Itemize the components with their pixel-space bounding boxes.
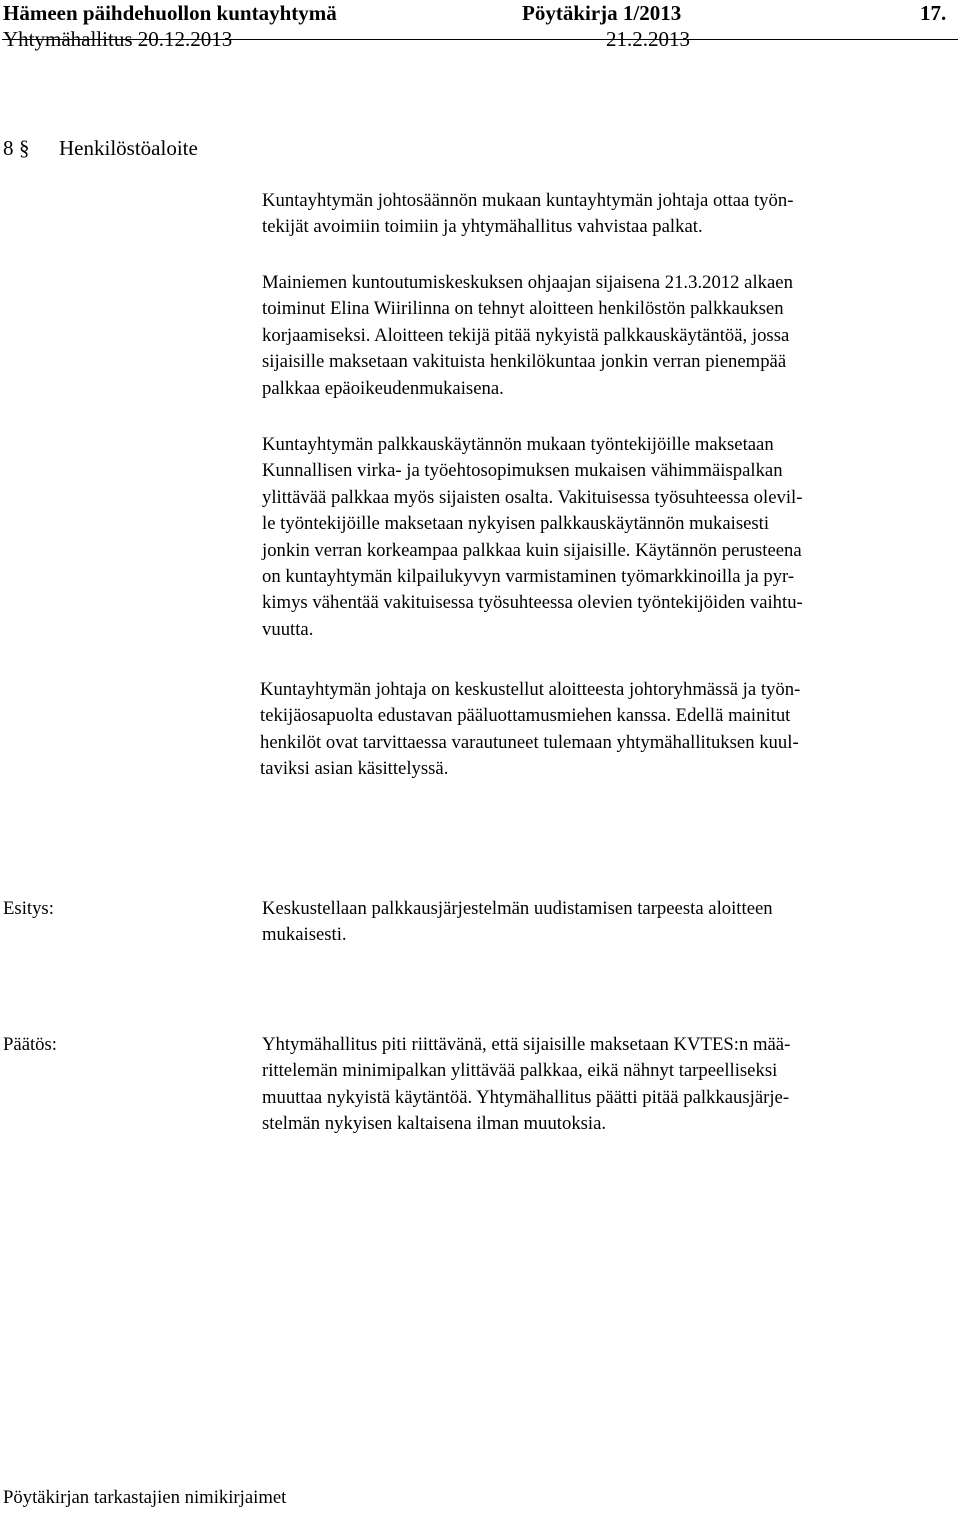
text-line: taviksi asian käsittelyssä. — [260, 758, 449, 780]
decision-label: Päätös: — [3, 1034, 57, 1055]
text-line: on kuntayhtymän kilpailukyvyn varmistaminen työmarkkinoilla ja pyr- — [262, 566, 795, 588]
section-heading — [3, 134, 198, 162]
minutes-number: Pöytäkirja 1/2013 — [522, 1, 682, 25]
text-line: rittelemän minimipalkan ylittävää palkkaa, eikä nähnyt tarpeelliseksi — [262, 1060, 778, 1082]
paragraph-1 — [262, 188, 942, 241]
text-line: vuutta. — [262, 618, 314, 640]
second-date: 21.2.2013 — [606, 27, 690, 51]
signature-footer: Pöytäkirjan tarkastajien nimikirjaimet — [3, 1487, 287, 1508]
page-number: 17. — [920, 1, 947, 25]
paragraph-4 — [260, 677, 940, 783]
meeting-date: Yhtymähallitus 20.12.2013 — [3, 27, 233, 51]
text-line: korjaamiseksi. Aloitteen tekijä pitää nykyistä palkkauskäytäntöä, jossa — [262, 324, 790, 346]
text-line: Kunnallisen virka- ja työehtosopimuksen mukaisen vähimmäispalkan — [262, 460, 783, 482]
text-line: mukaisesti. — [262, 924, 347, 946]
text-line: toiminut Elina Wiirilinna on tehnyt aloitteen henkilöstön palkkauksen — [262, 298, 784, 320]
text-line: sijaisille maksetaan vakituista henkilökuntaa jonkin verran pienempää — [262, 351, 787, 373]
text-line: Keskustellaan palkkausjärjestelmän uudistamisen tarpeesta aloitteen — [262, 898, 773, 919]
paragraph-2 — [262, 270, 942, 402]
paragraph-3 — [262, 432, 942, 643]
text-line: kimys vähentää vakituisessa työsuhteessa olevien työntekijöiden vaihtu- — [262, 592, 803, 614]
header-rule — [2, 39, 958, 40]
text-line: Kuntayhtymän johtosäännön mukaan kuntayhtymän johtaja ottaa työn- — [262, 190, 794, 211]
text-line: Kuntayhtymän johtaja on keskustellut aloitteesta johtoryhmässä ja työn- — [260, 679, 801, 700]
text-line: tekijät avoimiin toimiin ja yhtymähallitus vahvistaa palkat. — [262, 216, 703, 238]
section-title: Henkilöstöaloite — [59, 136, 198, 160]
text-line: Yhtymähallitus piti riittävänä, että sijaisille maksetaan KVTES:n mää- — [262, 1034, 791, 1055]
decision-text — [262, 1032, 942, 1138]
text-line: tekijäosapuolta edustavan pääluottamusmiehen kanssa. Edellä mainitut — [260, 705, 791, 727]
text-line: ylittävää palkkaa myös sijaisten osalta. Vakituisessa työsuhteessa olevil- — [262, 486, 803, 508]
proposal-text — [262, 896, 942, 949]
text-line: muuttaa nykyistä käytäntöä. Yhtymähallitus päätti pitää palkkausjärje- — [262, 1086, 790, 1108]
text-line: Kuntayhtymän palkkauskäytännön mukaan työntekijöille maksetaan — [262, 434, 774, 455]
text-line: henkilöt ovat tarvittaessa varautuneet tulemaan yhtymähallituksen kuul- — [260, 731, 799, 753]
text-line: jonkin verran korkeampaa palkkaa kuin sijaisille. Käytännön perusteena — [262, 539, 802, 561]
text-line: stelmän nykyisen kaltaisena ilman muutoksia. — [262, 1113, 607, 1135]
proposal-label: Esitys: — [3, 898, 54, 919]
organization-name: Hämeen päihdehuollon kuntayhtymä — [3, 1, 337, 25]
text-line: palkkaa epäoikeudenmukaisena. — [262, 377, 504, 399]
section-number: 8 — [3, 136, 14, 160]
text-line: Mainiemen kuntoutumiskeskuksen ohjaajan sijaisena 21.3.2012 alkaen — [262, 272, 793, 293]
text-line: le työntekijöille maksetaan nykyisen palkkauskäytännön mukaisesti — [262, 513, 770, 535]
section-sign: § — [19, 136, 30, 160]
